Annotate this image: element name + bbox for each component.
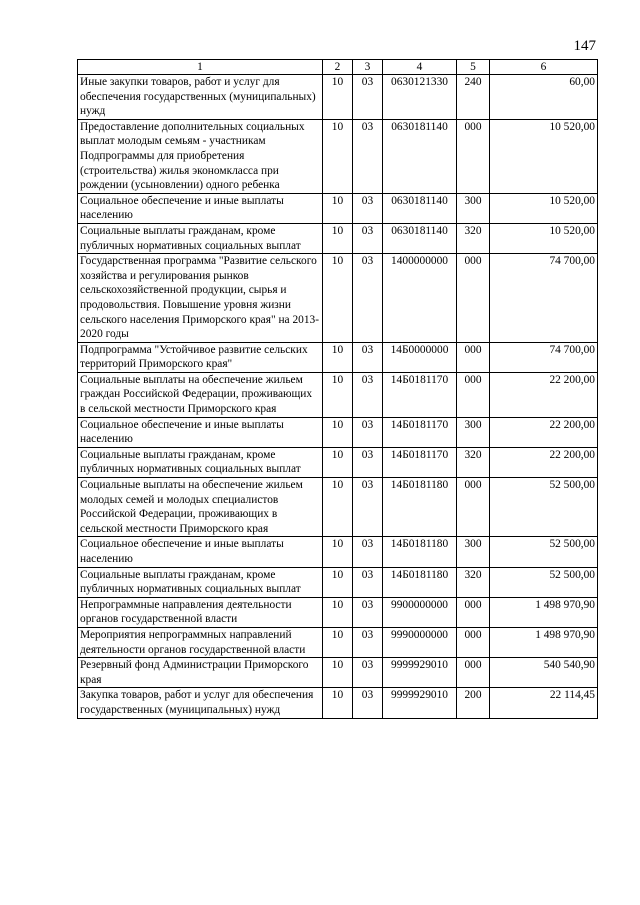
row-expense-type: 000 [457,597,490,627]
header-amount: 6 [490,60,598,75]
row-section: 10 [323,537,353,567]
row-amount: 10 520,00 [490,193,598,223]
row-name: Социальные выплаты на обеспечение жильем молодых семей и молодых специалистов Российской Федерации, проживающих в сельской местности Приморского края [78,478,323,537]
row-amount: 22 200,00 [490,447,598,477]
table-row [78,254,598,343]
table-row [78,75,598,120]
row-name: Государственная программа "Развитие сельского хозяйства и регулирования рынков сельскохозяйственной продукции, сырья и продовольствия. Повышение уровня жизни сельского населения Приморского края" на 2013-2020 годы [78,254,323,343]
row-amount: 60,00 [490,75,598,120]
row-target-article: 14Б0181170 [383,372,457,417]
row-target-article: 14Б0181170 [383,417,457,447]
row-subsection: 03 [353,567,383,597]
row-target-article: 14Б0181180 [383,537,457,567]
row-target-article: 14Б0181170 [383,447,457,477]
page-number: 147 [573,38,596,54]
row-subsection: 03 [353,627,383,657]
table-row [78,372,598,417]
row-subsection: 03 [353,119,383,193]
header-section: 2 [323,60,353,75]
row-section: 10 [323,342,353,372]
header-subsection: 3 [353,60,383,75]
row-name: Подпрограмма "Устойчивое развитие сельских территорий Приморского края" [78,342,323,372]
row-amount: 1 498 970,90 [490,597,598,627]
row-amount: 74 700,00 [490,254,598,343]
row-name: Иные закупки товаров, работ и услуг для обеспечения государственных (муниципальных) нужд [78,75,323,120]
row-subsection: 03 [353,688,383,718]
row-subsection: 03 [353,342,383,372]
row-name: Резервный фонд Администрации Приморского края [78,658,323,688]
row-subsection: 03 [353,597,383,627]
table-row [78,119,598,193]
row-section: 10 [323,597,353,627]
table-body [78,75,598,719]
header-target-article: 4 [383,60,457,75]
table-row [78,447,598,477]
row-subsection: 03 [353,75,383,120]
table-row [78,567,598,597]
row-amount: 22 200,00 [490,372,598,417]
row-section: 10 [323,478,353,537]
row-name: Мероприятия непрограммных направлений деятельности органов государственной власти [78,627,323,657]
row-target-article: 0630181140 [383,193,457,223]
table-row [78,597,598,627]
row-amount: 540 540,90 [490,658,598,688]
row-name: Социальное обеспечение и иные выплаты населению [78,417,323,447]
row-amount: 22 200,00 [490,417,598,447]
row-expense-type: 000 [457,658,490,688]
row-section: 10 [323,75,353,120]
row-expense-type: 000 [457,372,490,417]
row-target-article: 14Б0181180 [383,567,457,597]
row-amount: 10 520,00 [490,119,598,193]
row-name: Социальные выплаты гражданам, кроме публичных нормативных социальных выплат [78,223,323,253]
row-section: 10 [323,223,353,253]
row-expense-type: 000 [457,342,490,372]
header-expense-type: 5 [457,60,490,75]
row-expense-type: 320 [457,567,490,597]
row-target-article: 9900000000 [383,597,457,627]
row-subsection: 03 [353,417,383,447]
header-row [78,60,598,75]
row-section: 10 [323,417,353,447]
row-target-article: 0630121330 [383,75,457,120]
row-target-article: 14Б0000000 [383,342,457,372]
row-subsection: 03 [353,254,383,343]
row-amount: 22 114,45 [490,688,598,718]
table-row [78,223,598,253]
row-amount: 74 700,00 [490,342,598,372]
table-row [78,417,598,447]
row-section: 10 [323,567,353,597]
row-expense-type: 000 [457,627,490,657]
row-expense-type: 200 [457,688,490,718]
row-name: Предоставление дополнительных социальных выплат молодым семьям - участникам Подпрограммы для приобретения (строительства) жилья экономкласса при рождении (усыновлении) одного ребенка [78,119,323,193]
row-amount: 52 500,00 [490,537,598,567]
row-target-article: 14Б0181180 [383,478,457,537]
row-amount: 52 500,00 [490,567,598,597]
row-target-article: 9999929010 [383,688,457,718]
row-expense-type: 240 [457,75,490,120]
row-subsection: 03 [353,537,383,567]
row-expense-type: 300 [457,417,490,447]
row-name: Социальное обеспечение и иные выплаты населению [78,193,323,223]
row-section: 10 [323,447,353,477]
row-subsection: 03 [353,223,383,253]
row-target-article: 9990000000 [383,627,457,657]
table-row [78,193,598,223]
row-target-article: 0630181140 [383,119,457,193]
row-name: Социальные выплаты на обеспечение жильем граждан Российской Федерации, проживающих в сельской местности Приморского края [78,372,323,417]
table-row [78,537,598,567]
row-amount: 52 500,00 [490,478,598,537]
row-subsection: 03 [353,372,383,417]
row-section: 10 [323,254,353,343]
header-name: 1 [78,60,323,75]
row-name: Социальные выплаты гражданам, кроме публичных нормативных социальных выплат [78,447,323,477]
row-subsection: 03 [353,447,383,477]
row-target-article: 0630181140 [383,223,457,253]
row-expense-type: 300 [457,193,490,223]
budget-table [77,59,598,719]
row-expense-type: 320 [457,447,490,477]
row-section: 10 [323,193,353,223]
row-subsection: 03 [353,193,383,223]
row-name: Непрограммные направления деятельности органов государственной власти [78,597,323,627]
table-row [78,627,598,657]
row-section: 10 [323,627,353,657]
row-name: Социальные выплаты гражданам, кроме публичных нормативных социальных выплат [78,567,323,597]
row-target-article: 1400000000 [383,254,457,343]
row-subsection: 03 [353,478,383,537]
row-amount: 10 520,00 [490,223,598,253]
row-section: 10 [323,688,353,718]
row-expense-type: 000 [457,478,490,537]
row-section: 10 [323,658,353,688]
table-row [78,688,598,718]
row-target-article: 9999929010 [383,658,457,688]
row-section: 10 [323,119,353,193]
row-section: 10 [323,372,353,417]
row-expense-type: 320 [457,223,490,253]
row-amount: 1 498 970,90 [490,627,598,657]
row-expense-type: 000 [457,119,490,193]
row-expense-type: 300 [457,537,490,567]
row-subsection: 03 [353,658,383,688]
row-name: Закупка товаров, работ и услуг для обеспечения государственных (муниципальных) нужд [78,688,323,718]
table-row [78,478,598,537]
row-expense-type: 000 [457,254,490,343]
row-name: Социальное обеспечение и иные выплаты населению [78,537,323,567]
table-row [78,658,598,688]
table-row [78,342,598,372]
